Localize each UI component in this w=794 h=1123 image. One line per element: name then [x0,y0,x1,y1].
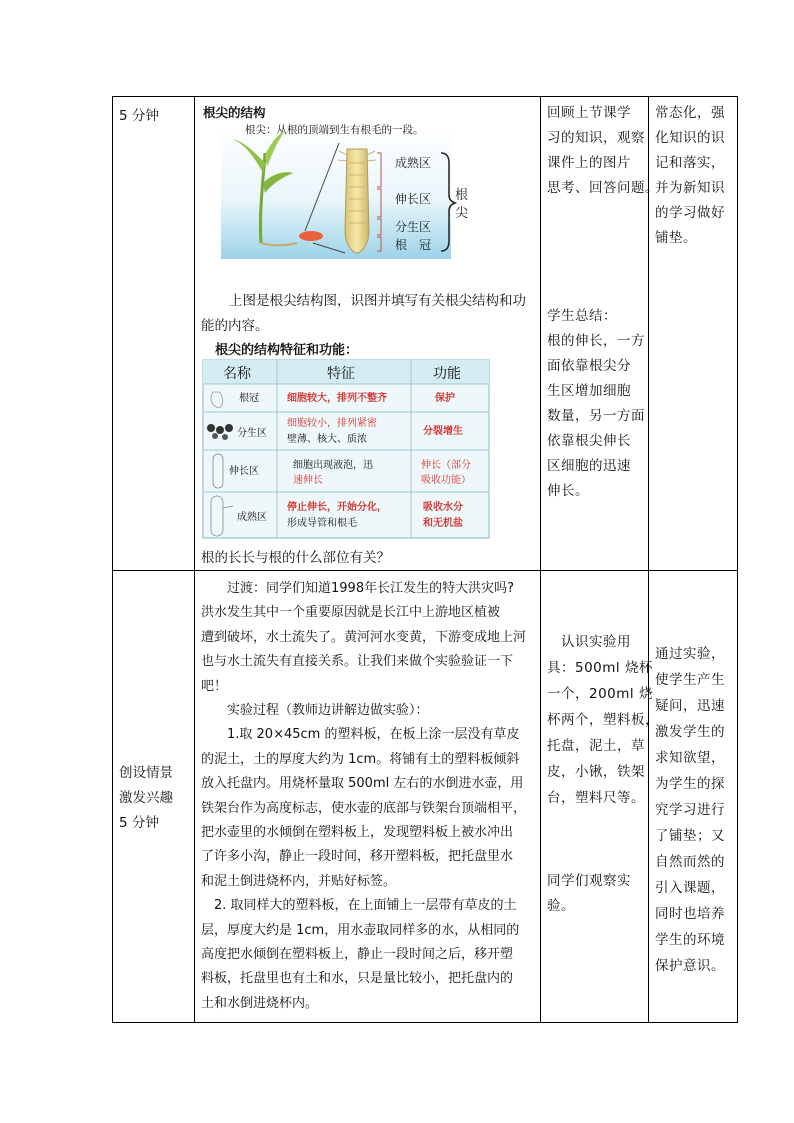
fig2-function-elongation-1: 伸长（部分 [421,460,471,471]
row2-main-line: 层，厚度大约是 1cm，用水壶取同样多的水，从相同的 [201,922,520,938]
fig2-function-elongation-2: 吸收功能） [421,475,471,486]
row2-student2-2: 验。 [547,898,575,914]
row1-summary-3: 面依靠根尖分 [547,358,631,374]
brace-label-2: 尖 [455,206,469,221]
row2-purpose-line: 同时也培养 [655,906,725,922]
fig2-name-elongation: 伸长区 [229,466,259,477]
table-divider-col2 [540,96,541,1023]
label-root-cap: 根 冠 [395,238,432,252]
row2-main-line: 过渡：同学们知道1998年长江发生的特大洪灾吗? [201,581,514,596]
root-tip-structure-figure [201,103,473,259]
table-divider-col1 [194,96,195,1023]
row2-purpose-line: 保护意识。 [655,958,725,974]
fig1-title: 根尖的结构 [203,105,266,120]
table-border-top [112,96,738,97]
row2-purpose-line: 引入课题， [655,880,725,896]
fig2-feature-root-cap: 细胞较大，排列不整齐 [287,393,387,404]
row2-purpose-line: 学生的环境 [655,932,725,948]
row2-stage-2: 激发兴趣 [119,790,173,806]
row1-purpose-4: 并为新知识 [655,180,725,196]
fig2-name-maturation: 成熟区 [237,512,267,523]
row2-main-line: 实验过程（教师边讲解边做实验）： [201,703,429,718]
row2-student-5: 托盘，泥土，草 [547,738,645,754]
row2-student-3: 一个，200ml 烧 [547,686,653,702]
row1-student-activity-3: 课件上的图片 [547,155,631,171]
row1-summary-8: 伸长。 [547,483,589,499]
table-border-bottom [112,1022,738,1023]
fig2-feature-maturation-1: 停止伸长，开始分化， [287,502,387,513]
row1-student-activity-4: 思考、回答问题。 [547,180,659,196]
row1-purpose-3: 记和落实， [655,155,725,171]
row2-stage-3: 5 分钟 [119,815,159,831]
row1-summary-1: 学生总结： [547,308,617,324]
row1-caption-line2: 能的内容。 [201,318,269,334]
row1-student-activity-1: 回顾上节课学 [547,105,631,121]
row1-summary-5: 数量，另一方面 [547,408,645,424]
row2-main-line: 吧！ [201,678,228,694]
fig2-function-meristem: 分裂增生 [423,426,463,437]
label-elongation-zone: 伸长区 [395,192,432,206]
root-tip-highlight [299,231,323,241]
row1-purpose-2: 化知识的识 [655,130,725,146]
row2-student-4: 杯两个，塑料板， [547,712,659,728]
fig2-feature-elongation-1: 细胞出现液泡，迅 [293,460,373,471]
row2-purpose-line: 究学习进行 [655,802,725,818]
row2-main-line: 料板，托盘里也有土和水，只是量比较小，把托盘内的 [201,971,514,987]
fig2-header-feature: 特征 [327,366,355,382]
brace-label-1: 根 [455,188,469,203]
row2-student2-1: 同学们观察实 [547,873,631,889]
row2-purpose-line: 了铺垫；又 [655,828,725,844]
row2-main-line: 和泥土倒进烧杯内，并贴好标签。 [201,873,397,889]
row2-main-line: 把水壶里的水倾倒在塑料板上，发现塑料板上被水冲出 [201,825,514,840]
row2-main-line: 高度把水倾倒在塑料板上，静止一段时间之后，移开塑 [201,947,514,962]
fig2-feature-elongation-2: 速伸长 [293,475,323,486]
row1-time: 5 分钟 [119,108,159,124]
row2-purpose-line: 通过实验， [655,646,725,662]
row2-purpose-line: 疑问，迅速 [655,698,725,714]
label-meristem-zone: 分生区 [395,220,432,234]
row1-purpose-1: 常态化，强 [655,105,725,121]
fig2-feature-maturation-2: 形成导管和根毛 [287,518,357,529]
table-divider-col3 [648,96,649,1023]
row1-summary-7: 区细胞的迅速 [547,458,631,474]
row1-summary-6: 依靠根尖伸长 [547,433,631,449]
row2-purpose-line: 使学生产生 [655,672,725,688]
row1-question: 根的长长与根的什么部位有关？ [201,550,390,566]
fig2-function-maturation-1: 吸收水分 [423,502,463,513]
row1-purpose-6: 铺垫。 [655,230,697,246]
fig2-feature-meristem-2: 壁薄、核大、质浓 [287,434,367,445]
fig2-name-root-cap: 根冠 [239,393,259,404]
row2-main-line: 遭到破坏，水土流失了。黄河河水变黄，下游变成地上河 [201,629,527,645]
row1-purpose-5: 的学习做好 [655,205,725,221]
fig2-name-meristem: 分生区 [237,428,267,439]
row2-purpose-line: 激发学生的 [655,724,725,740]
row2-purpose-line: 自然而然的 [655,854,725,870]
row2-student-7: 台，塑料尺等。 [547,790,645,806]
label-maturation-zone: 成熟区 [395,156,432,170]
fig2-header-function: 功能 [433,366,461,382]
fig2-feature-meristem-1: 细胞较小，排列紧密 [287,418,377,429]
fig2-function-root-cap: 保护 [435,393,455,404]
row2-main-line: 铁架台作为高度标志，使水壶的底部与铁架台顶端相平， [201,800,527,816]
root-tip-function-table [201,340,491,540]
row2-student-6: 皮，小锹，铁架 [547,764,645,780]
row2-stage-1: 创设情景 [119,765,173,781]
row2-main-line: 洪水发生其中一个重要原因就是长江中上游地区植被 [201,605,501,621]
row2-student-1: 认识实验用 [547,634,631,650]
fig2-header-name: 名称 [223,366,251,382]
row2-main-line: 土和水倒进烧杯内。 [201,995,319,1011]
fig2-title: 根尖的结构特征和功能： [215,343,359,358]
row2-main-line: 放入托盘内。用烧杯量取 500ml 左右的水倒进水壶，用 [201,776,524,792]
row1-summary-2: 根的伸长，一方 [547,333,645,349]
fig2-function-maturation-2: 和无机盐 [423,518,463,529]
row2-purpose-line: 求知欲望， [655,750,725,766]
row2-main-line: 2. 取同样大的塑料板，在上面铺上一层带有草皮的土 [201,898,517,914]
row2-main-line: 的泥土，土的厚度大约为 1cm。将铺有土的塑料板倾斜 [201,751,520,767]
table-border-right [737,96,738,1023]
row2-main-line: 了许多小沟，静止一段时间，移开塑料板，把托盘里水 [201,849,514,865]
table-border-left [112,96,113,1023]
row2-main-line: 也与水土流失有直接关系。让我们来做个实验验证一下 [201,654,514,670]
row2-purpose-line: 为学生的探 [655,776,725,792]
row2-main-line: 1.取 20×45cm 的塑料板，在板上涂一层没有草皮 [201,727,520,743]
row1-summary-4: 生区增加细胞 [547,383,631,399]
row1-caption-line1: 上图是根尖结构图，识图并填写有关根尖结构和功 [229,293,526,309]
row1-student-activity-2: 习的知识，观察 [547,130,645,146]
fig1-subtitle: 根尖：从根的顶端到生有根毛的一段。 [245,124,424,136]
enlarged-root [345,149,369,253]
row2-student-2: 具：500ml 烧杯 [547,660,653,676]
